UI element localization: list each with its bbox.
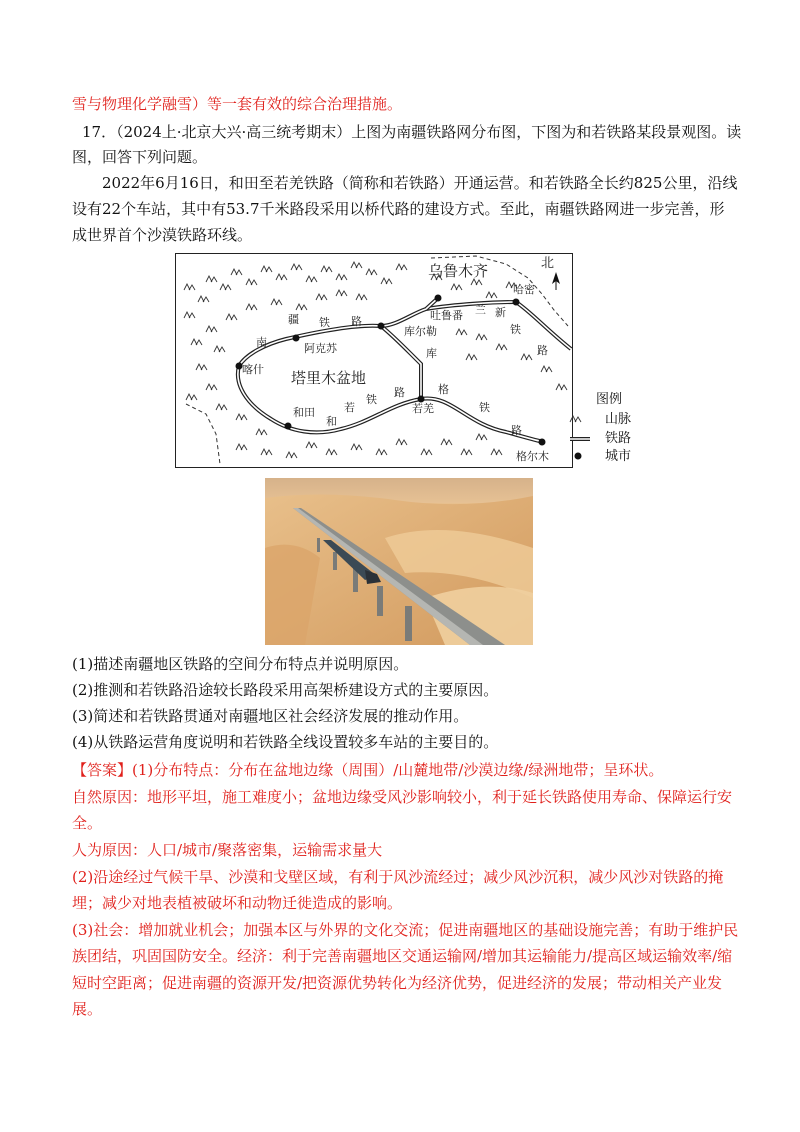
- sub-question-2: (2)推测和若铁路沿途较长路段采用高架桥建设方式的主要原因。: [72, 681, 499, 699]
- rail-char-lu1: 路: [351, 315, 362, 328]
- city-ruoqiang: 若羌: [412, 402, 434, 415]
- north-label: 北: [541, 256, 555, 271]
- legend-title: 图例: [596, 392, 623, 407]
- north-arrow-icon: [552, 272, 560, 290]
- rail-char-tie3: 铁: [366, 393, 377, 406]
- legend-mountain: 山脉: [605, 412, 632, 427]
- rail-char-lu4: 路: [537, 344, 548, 357]
- rail-char-lu3: 路: [511, 424, 522, 437]
- rail-char-tie2: 铁: [479, 401, 490, 414]
- city-aksu: 阿克苏: [304, 342, 337, 355]
- sub-question-1: (1)描述南疆地区铁路的空间分布特点并说明原因。: [72, 655, 409, 673]
- sub-question-4: (4)从铁路运营角度说明和若铁路全线设置较多车站的主要目的。: [72, 733, 499, 751]
- rail-char-lu2: 路: [394, 386, 405, 399]
- rail-char-xin: 新: [495, 306, 506, 319]
- intro-line: 雪与物理化学融雪）等一套有效的综合治理措施。: [72, 95, 403, 113]
- city-urumqi: 乌鲁木齐: [428, 262, 489, 280]
- rail-char-jiang: 疆: [288, 313, 299, 326]
- rail-char-lan: 兰: [475, 303, 486, 316]
- basin-label: 塔里木盆地: [291, 369, 367, 387]
- rail-char-tie1: 铁: [319, 316, 330, 329]
- rail-char-ge: 格: [438, 383, 449, 396]
- city-kashgar: 喀什: [242, 363, 264, 376]
- answer-line-4: 人为原因：人口/城市/聚落密集，运输需求量大: [72, 841, 383, 859]
- rail-char-ruo: 若: [344, 401, 355, 414]
- answer-line-9: 短时空距离；促进南疆的资源开发/把资源优势转化为经济优势，促进经济的发展；带动相关产业发: [72, 974, 723, 992]
- question-line-2: 图，回答下列问题。: [72, 148, 208, 166]
- answer-line-5: (2)沿途经过气候干旱、沙漠和戈壁区域，有利于风沙流经过；减少风沙沉积，减少风沙对铁路的掩: [72, 868, 724, 886]
- city-korla: 库尔勒: [404, 325, 437, 338]
- railway-map: [175, 253, 573, 468]
- desert-railway-photo: [265, 478, 533, 645]
- answer-line-2: 自然原因：地形平坦，施工难度小；盆地边缘受风沙影响较小，利于延长铁路使用寿命、保障运行安: [72, 788, 733, 806]
- question-line-1: 17．（2024上·北京大兴·高三统考期末）上图为南疆铁路网分布图，下图为和若铁路某段景观图。读: [82, 123, 742, 141]
- material-line-1: 2022年6月16日，和田至若羌铁路（简称和若铁路）开通运营。和若铁路全长约825公里，沿线: [102, 174, 738, 192]
- city-hotan: 和田: [293, 406, 315, 419]
- answer-line-8: 族团结，巩固国防安全。经济：利于完善南疆地区交通运输网/增加其运输能力/提高区域运输效率/缩: [72, 947, 733, 965]
- sub-question-3: (3)简述和若铁路贯通对南疆地区社会经济发展的推动作用。: [72, 707, 469, 725]
- answer-line-10: 展。: [72, 1000, 103, 1018]
- desert-railway-illustration: [265, 478, 533, 645]
- legend-railway: 铁路: [605, 431, 632, 446]
- legend-city: 城市: [605, 449, 632, 464]
- answer-line-3: 全。: [72, 814, 103, 832]
- city-hami: 哈密: [513, 283, 535, 296]
- rail-char-he: 和: [326, 415, 337, 428]
- rail-char-tie4: 铁: [510, 323, 521, 336]
- answer-line-6: 埋；减少对地表植被破坏和动物迁徙造成的影响。: [72, 894, 403, 912]
- rail-char-ku: 库: [426, 347, 437, 360]
- legend-symbols: [566, 393, 606, 465]
- material-line-3: 成世界首个沙漠铁路环线。: [72, 226, 253, 244]
- answer-line-1: 【答案】(1)分布特点：分布在盆地边缘（周围）/山麓地带/沙漠边缘/绿洲地带；呈环状。: [72, 761, 664, 779]
- city-turpan: 吐鲁番: [430, 309, 463, 322]
- map-legend: [566, 393, 646, 465]
- city-golmud: 格尔木: [516, 450, 549, 463]
- rail-char-nan: 南: [256, 336, 267, 349]
- answer-line-7: (3)社会：增加就业机会；加强本区与外界的文化交流；促进南疆地区的基础设施完善；有助于维护民: [72, 921, 739, 939]
- material-line-2: 设有22个车站，其中有53.7千米路段采用以桥代路的建设方式。至此，南疆铁路网进一步完善，形: [72, 200, 725, 218]
